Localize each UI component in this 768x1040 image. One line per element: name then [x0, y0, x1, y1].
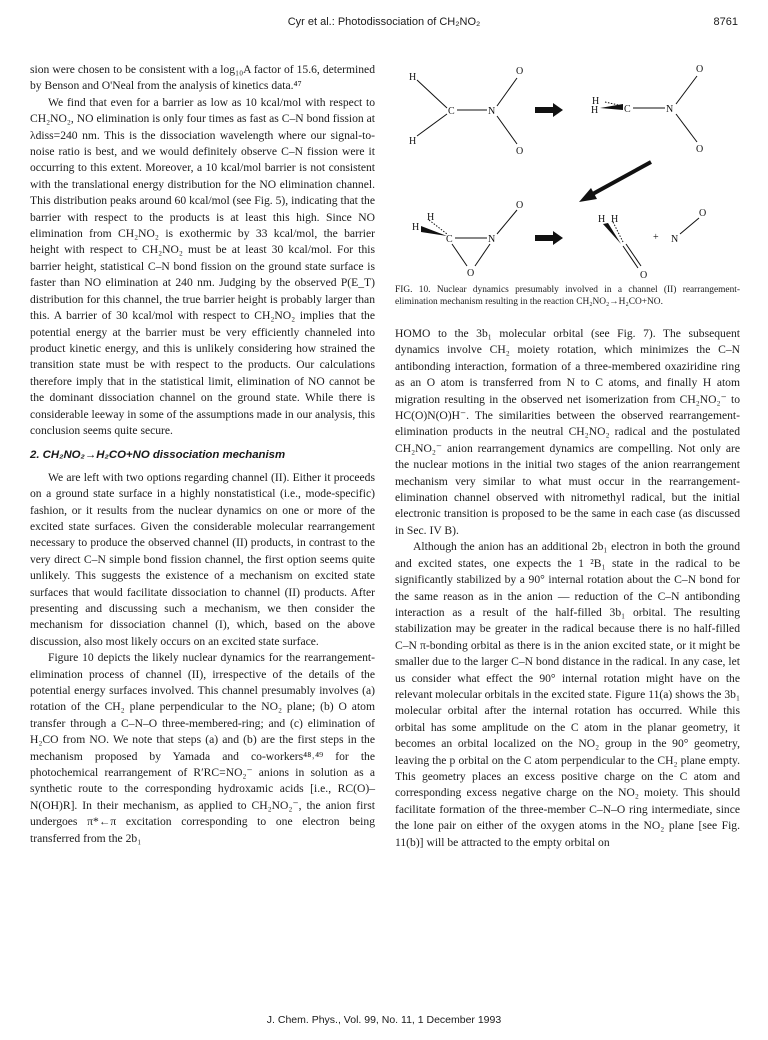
paragraph: sion were chosen to be consistent with a log₁₀A factor of 15.6, determined by Benson and O'Neal from the analysis of kinetics data.⁴⁷ — [30, 63, 375, 93]
atom-label: O — [467, 268, 475, 278]
oxaziridine-ring-molecule — [412, 200, 523, 278]
diagonal-reaction-arrow-icon — [579, 162, 651, 202]
atom-label: O — [516, 200, 524, 211]
rotated-ch2no2-molecule — [591, 64, 703, 155]
products-h2co-no — [598, 208, 706, 278]
running-title: Cyr et al.: Photodissociation of CH₂NO₂ — [287, 16, 481, 28]
paragraph: We find that even for a barrier as low as 10 kcal/mol with respect to CH₂NO₂, NO elimination is only four times as fast as C–N bond fission at λdiss=240 nm. This is the dissociation wavelength where our signal-to-noise ratio is best, and we would definitely observe C–N fission were it occurring to this extent. Moreover, a 10 kcal/mol barrier is not consistent with the translational energy distribution for the NO elimination channel. This distribution peaks around 60 kcal/mol (see Fig. 5), indicating that the barrier with respect to the products is at least this high. Since NO elimination from CH₂NO₂ is exothermic by 33 kcal/mol, the barrier height with respect to CH₂NO₂ must be at least 30 kcal/mol. For this barrier height, statistical C–N bond fission on the ground state surface is faster than NO elimination at 240 nm. Judging by the observed P(E_T) distribution for this channel, the true barrier height is probably larger than this. A barrier of 30 kcal/mol with respect to CH₂NO₂ implies that the potential energy at the barrier must be very efficiently channeled into product kinetic energy, and this is unlikely considering how strained the transition state must be with respect to the products. Our calculations therefore imply that in the statistical limit, elimination of NO cannot be the dominant dissociation channel on the ground state. While there is considerable leeway in some of the assumptions made in our analysis, this conclusion seems quite secure. — [30, 95, 375, 437]
page-number: 8761 — [713, 16, 738, 28]
paragraph: Although the anion has an additional 2b₁ electron in both the ground and excited states, one expects the 1 ²B₁ state in the radical to be significantly stabilized by a 90° internal rotation about the C–N bond for the same reason as in the anion — reduction of the C–N antibonding interaction as a result of the half-filled 3b₁ orbital. The resulting stabilization may be greater in the radical because there is no half-filled C–N π-bonding orbital as there is in the anion excited state, or it might be smaller due to the larger C–N bond distance in the radical. In any case, let us consider what effect the 90° internal rotation might have on the relevant molecular orbitals in the excited state. Figure 11(a) shows the 3b₁ molecular orbital after the internal rotation has occurred. While this orbital has some amplitude on the C atom in the planar geometry, it becomes an orbital localized on the NO₂ group in the 90° geometry, leaving the p orbital on the C atom perpendicular to the CH₂ plane empty. This geometry places an excess positive charge on the C atom and corresponding excess negative charge on the NO₂ moiety. This should facilitate formation of the three-member C–N–O ring intermediate, since the lone pair on either of the oxygen atoms in the NO₂ plane [see Fig. 11(b)] will be attracted to the empty orbital on — [395, 540, 740, 849]
atom-label: H — [409, 72, 417, 83]
atom-label: H — [598, 214, 606, 225]
right-column — [395, 326, 740, 851]
atom-label: N — [666, 104, 674, 115]
section-subheading: 2. CH₂NO₂→H₂CO+NO dissociation mechanism — [30, 449, 286, 462]
atom-label: H — [409, 136, 417, 147]
journal-footer: J. Chem. Phys., Vol. 99, No. 11, 1 December 1993 — [266, 1014, 502, 1026]
atom-label: C — [446, 234, 453, 245]
atom-label: O — [516, 66, 524, 77]
paragraph: Figure 10 depicts the likely nuclear dynamics for the rearrangement-elimination process of channel (II), irrespective of the details of the potential energy surfaces involved. This channel presumably involves (a) rotation of the CH₂ plane perpendicular to the NO₂ plane; (b) O atom transfer through a C–N–O three-membered-ring; and (c) elimination of H₂CO from NO. We note that steps (a) and (b) are the first steps in the mechanism proposed by Yamada and co-workers⁴⁸˒⁴⁹ for the photochemical rearrangement of R′RC=NO₂⁻ anions in solution as a synthetic route to the corresponding hydroxamic acids [i.e., RC(O)–N(OH)R]. In their mechanism, as applied to CH₂NO₂⁻, the anion first undergoes π*←π excitation corresponding to one electron being transferred from the 2b₁ — [30, 651, 375, 845]
atom-label: O — [640, 270, 648, 278]
atom-label: N — [488, 234, 496, 245]
atom-label: O — [516, 146, 524, 157]
atom-label: N — [671, 234, 679, 245]
paragraph: HOMO to the 3b₁ molecular orbital (see Fig. 7). The subsequent dynamics involve CH₂ moiety rotation, which minimizes the C–N antibonding interaction, formation of a three-membered oxaziridine ring as an O atom is transferred from N to C atoms, and finally H atom migration resulting in the observed net isomerization from CH₂NO₂⁻ to HC(O)N(O)H⁻. The similarities between the observed rearrangement-elimination products in the neutral CH₂NO₂ radical and the postulated CH₂NO₂⁻ anion rearrangement dynamics are compelling. Not only are the nuclear motions in the initial two stages of the anion rearrangement mechanism very similar to what must occur in the rearrangement-elimination channel observed with nitromethyl radical, but the initial electronic transition is proposed to be the same in each case (as discussed in Sec. IV B). — [395, 327, 740, 537]
atom-label: H — [611, 214, 619, 225]
atom-label: C — [448, 106, 455, 117]
atom-label: H — [412, 222, 420, 233]
figure-10 — [395, 58, 740, 278]
atom-label: H — [592, 96, 600, 107]
plus-sign: + — [653, 232, 659, 243]
planar-ch2no2-molecule — [409, 66, 523, 157]
atom-label: N — [488, 106, 496, 117]
atom-label: H — [591, 105, 599, 116]
atom-label: C — [624, 104, 631, 115]
reaction-arrow-icon — [535, 103, 563, 117]
reaction-arrow-icon — [535, 231, 563, 245]
paragraph: We are left with two options regarding channel (II). Either it proceeds on a ground state surface in a highly nonstatistical (i.e., mode-specific) fashion, or it results from the nuclear dynamics on one or more of the excited state surfaces. Given the considerable molecular rearrangement necessary to produce the observed channel (II) products, in contrast to the very direct C–N simple bond fission channel, the first option seems quite unlikely. This suggests the existence of a mechanism on excited state surfaces that would facilitate dissociation to channel (II) products. After presenting and discussing such a mechanism, we then consider the mechanism for dissociation channel (I), which, based on the above discussion, also most likely occurs on an excited state surface. — [30, 470, 375, 648]
figure-caption: FIG. 10. Nuclear dynamics presumably involved in a channel (II) rearrangement-elimination mechanism resulting in the reaction CH₂NO₂→H₂CO+NO. — [395, 285, 740, 307]
reaction-scheme-diagram — [395, 58, 740, 278]
atom-label: O — [699, 208, 707, 219]
left-column — [30, 62, 375, 847]
running-header — [30, 16, 738, 36]
atom-label: O — [696, 144, 704, 155]
atom-label: O — [696, 64, 704, 75]
atom-label: H — [427, 212, 435, 223]
